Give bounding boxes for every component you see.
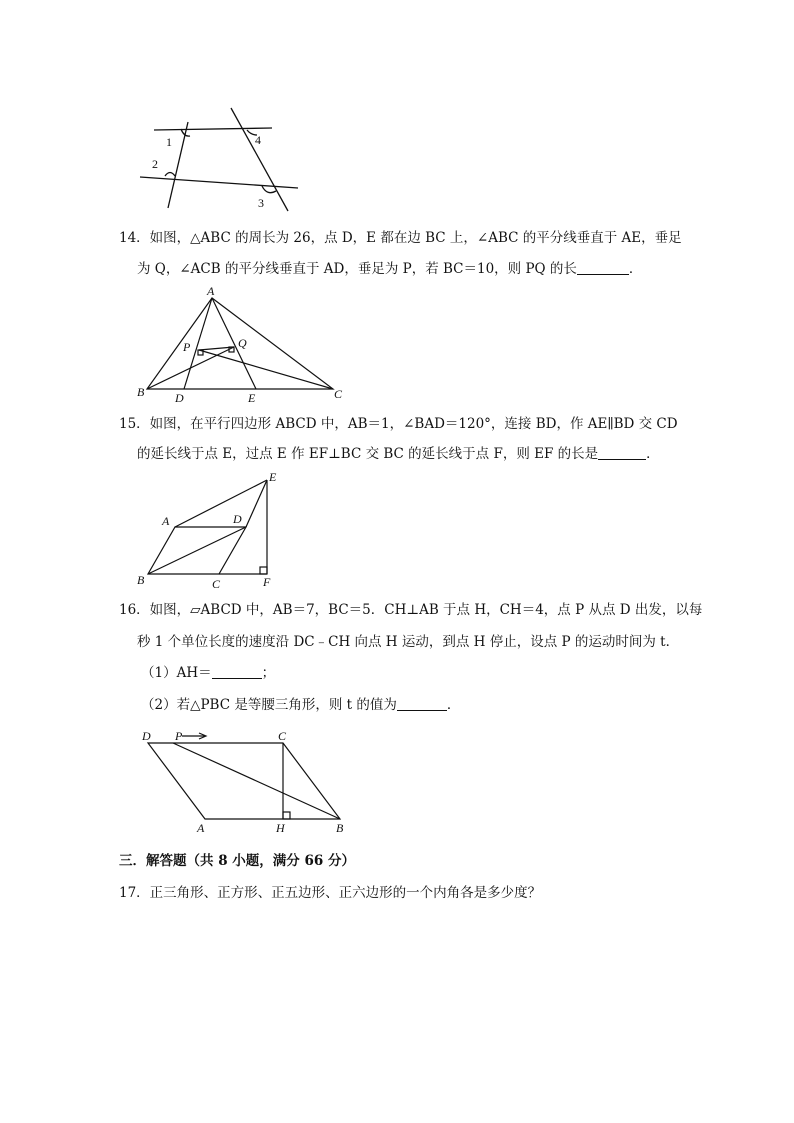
figure-14-label-q: Q (238, 336, 247, 350)
figure-16-label-b: B (336, 821, 344, 835)
figure-15-label-d: D (233, 512, 242, 526)
figure-14-svg (135, 285, 350, 405)
question-16-sub-2 (141, 695, 460, 715)
figure-15-label-c: C (212, 577, 221, 591)
figure-15-label-e: E (269, 470, 277, 484)
figure-16-label-a: A (197, 821, 205, 835)
question-16-sub-1-text: （1）AH＝ (141, 665, 212, 681)
question-16-sub-1-end: ； (261, 665, 276, 681)
question-15-line-1: 15．如图，在平行四边形 ABCD 中，AB＝1，∠BAD＝120°，连接 BD，作 AE∥BD 交 CD (119, 416, 678, 432)
figure-14-label-e: E (248, 391, 256, 405)
figure-13-angle-lines (130, 100, 310, 215)
question-15-answer-blank[interactable] (598, 445, 646, 460)
question-14-line-2-end: ． (628, 261, 643, 277)
question-14-answer-blank[interactable] (577, 260, 629, 275)
question-14-line-2 (137, 259, 642, 279)
figure-14-label-b: B (137, 385, 145, 399)
figure-13-label-4: 4 (255, 133, 261, 147)
figure-14-label-c: C (334, 387, 343, 401)
question-15-line-2-end: ． (646, 446, 660, 462)
figure-15-label-a: A (162, 514, 170, 528)
question-14-line-2-text: 为 Q，∠ACB 的平分线垂直于 AD，垂足为 P，若 BC＝10，则 PQ 的长 (137, 261, 577, 277)
question-15-line-2-text: 的延长线于点 E，过点 E 作 EF⊥BC 交 BC 的延长线于点 F，则 EF 的长是 (137, 446, 599, 462)
question-16-line-2: 秒 1 个单位长度的速度沿 DC﹣CH 向点 H 运动，到点 H 停止，设点 P 的运动时间为 t． (137, 634, 680, 650)
question-16-sub-2-end: ． (446, 697, 461, 713)
figure-13-label-3: 3 (258, 196, 264, 210)
section-3-heading: 三．解答题（共 8 小题，满分 66 分） (119, 853, 355, 869)
question-15-line-2 (137, 444, 660, 464)
figure-16-label-c: C (278, 729, 287, 743)
figure-13-label-1: 1 (166, 135, 172, 149)
figure-15-parallelogram (135, 468, 285, 590)
question-16-line-1: 16．如图，▱ABCD 中，AB＝7，BC＝5．CH⊥AB 于点 H，CH＝4，点 P 从点 D 出发，以每 (119, 602, 703, 618)
question-14-line-1: 14．如图，△ABC 的周长为 26，点 D，E 都在边 BC 上，∠ABC 的平分线垂直于 AE，垂足 (119, 230, 682, 246)
figure-14-label-d: D (175, 391, 184, 405)
question-16-sub-2-blank[interactable] (397, 696, 447, 711)
figure-16-parallelogram (135, 724, 355, 839)
question-17: 17．正三角形、正方形、正五边形、正六边形的一个内角各是多少度？ (119, 885, 542, 901)
figure-16-label-h: H (276, 821, 285, 835)
figure-16-label-d: D (142, 729, 151, 743)
figure-16-label-p: P (175, 729, 183, 743)
figure-16-svg (135, 724, 355, 839)
figure-15-label-f: F (263, 575, 271, 589)
figure-13-svg (130, 100, 310, 215)
figure-13-label-2: 2 (152, 157, 158, 171)
question-16-sub-1 (141, 663, 275, 683)
question-16-sub-2-text: （2）若△PBC 是等腰三角形，则 t 的值为 (141, 697, 397, 713)
figure-15-label-b: B (137, 573, 145, 587)
figure-14-label-p: P (183, 340, 191, 354)
question-16-sub-1-blank[interactable] (212, 664, 262, 679)
figure-14-triangle (135, 285, 350, 405)
figure-14-label-a: A (207, 284, 215, 298)
figure-15-svg (135, 468, 285, 590)
